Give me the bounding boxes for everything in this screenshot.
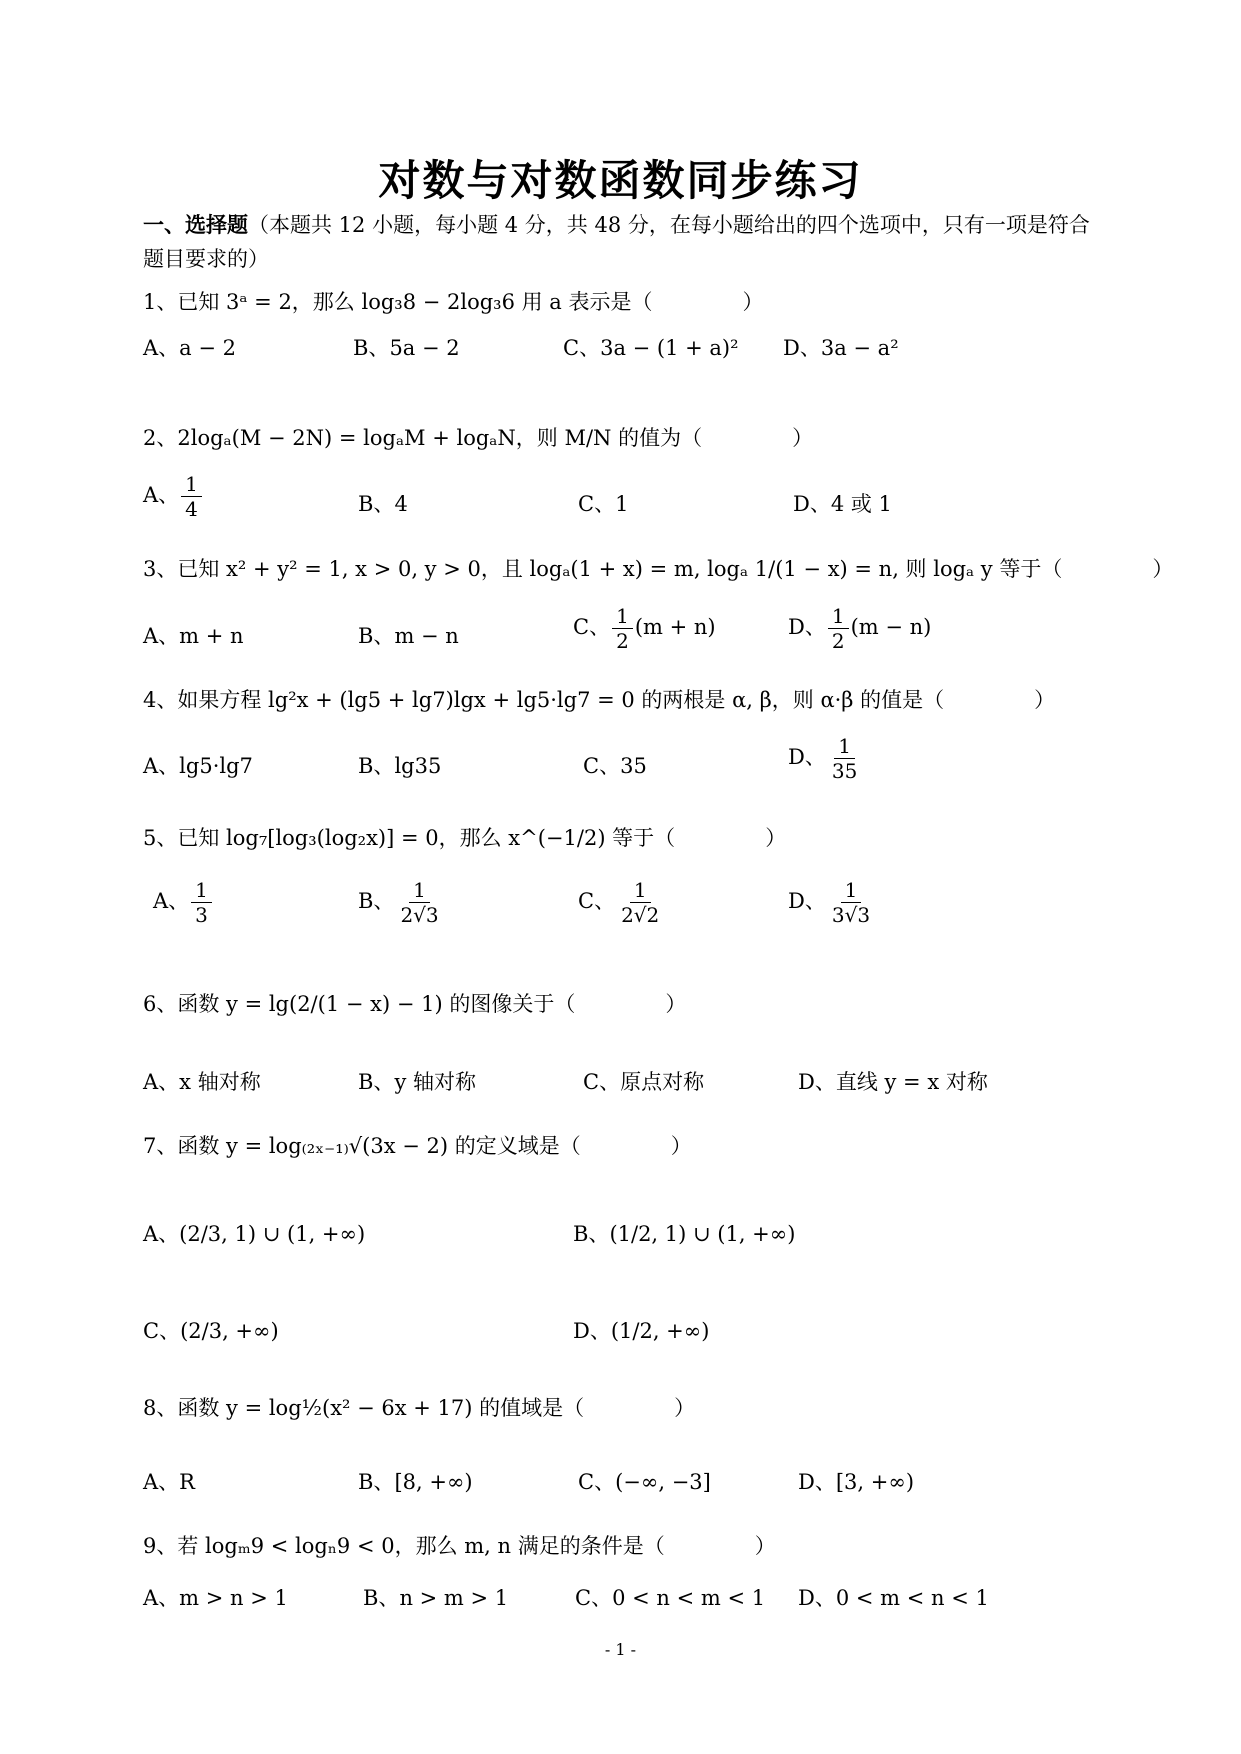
question-6-options (143, 1066, 1103, 1126)
option-d: D、 $\frac{1}{35}$ (788, 734, 858, 783)
page-title: 对数与对数函数同步练习 (378, 156, 863, 205)
question-2-options (143, 472, 1103, 532)
option-c: C、(2/3, +∞) (143, 1319, 279, 1343)
question-9-stem: 9、若 logₘ9 < logₙ9 < 0，那么 m, n 满足的条件是（ ） (143, 1534, 776, 1558)
option-c: C、原点对称 (583, 1070, 705, 1094)
option-a: A、(2/3, 1) ∪ (1, +∞) (143, 1222, 366, 1246)
question-3-options (143, 604, 1103, 664)
option-c: C、35 (583, 754, 647, 778)
question-7-options-ab (143, 1218, 1103, 1278)
option-d: D、[3, +∞) (798, 1470, 915, 1494)
option-d: D、0 < m < n < 1 (798, 1586, 989, 1610)
question-5-stem: 5、已知 log₇[log₃(log₂x)] = 0，那么 x^(−1/2) 等于（ ） (143, 826, 787, 850)
question-8-options (143, 1466, 1103, 1526)
option-a: A、a − 2 (143, 336, 236, 360)
option-b: B、lg35 (358, 754, 442, 778)
option-b: B、5a − 2 (353, 336, 460, 360)
option-d: D、 $\frac{1}{2}$ (m − n) (788, 604, 932, 653)
option-b: B、n > m > 1 (363, 1586, 509, 1610)
question-8-stem: 8、函数 y = log½(x² − 6x + 17) 的值域是（ ） (143, 1396, 696, 1420)
section-title: 一、选择题 (143, 212, 248, 237)
option-a: A、m > n > 1 (143, 1586, 288, 1610)
option-b: B、m − n (358, 624, 459, 648)
option-a: A、 $\frac{1}{3}$ (153, 878, 214, 927)
question-9-options (143, 1582, 1103, 1642)
question-4-stem: 4、如果方程 lg²x + (lg5 + lg7)lgx + lg5·lg7 = 0 的两根是 α, β，则 α·β 的值是（ ） (143, 688, 1056, 712)
option-b: B、y 轴对称 (358, 1070, 476, 1094)
option-b: B、 $\frac{1}{2√3}$ (358, 878, 439, 927)
section-note: （本题共 12 小题，每小题 4 分，共 48 分，在每小题给出的四个选项中，只有一项是符合题目要求的） (143, 213, 1090, 271)
question-1-options (143, 332, 1103, 392)
option-d: D、(1/2, +∞) (573, 1319, 710, 1343)
option-d: D、3a − a² (783, 336, 899, 360)
option-c: C、1 (578, 492, 629, 516)
question-7-options-cd (143, 1315, 1103, 1375)
option-b: B、(1/2, 1) ∪ (1, +∞) (573, 1222, 796, 1246)
page-number: - 1 - (604, 1640, 637, 1659)
option-c: C、3a − (1 + a)² (563, 336, 739, 360)
question-4-options (143, 734, 1103, 794)
option-c: C、(−∞, −3] (578, 1470, 711, 1494)
question-2-stem: 2、2logₐ(M − 2N) = logₐM + logₐN，则 M/N 的值为（ ） (143, 426, 814, 450)
question-1-stem: 1、已知 3ᵃ = 2，那么 log₃8 − 2log₃6 用 a 表示是（ ） (143, 290, 764, 314)
option-a: A、lg5·lg7 (143, 754, 253, 778)
option-c: C、 $\frac{1}{2}$ (m + n) (573, 604, 716, 653)
option-b: B、[8, +∞) (358, 1470, 473, 1494)
option-a: A、x 轴对称 (143, 1070, 261, 1094)
option-c: C、0 < n < m < 1 (575, 1586, 766, 1610)
option-d: D、4 或 1 (793, 492, 892, 516)
question-3-stem: 3、已知 x² + y² = 1, x > 0, y > 0，且 logₐ(1 + x) = m, logₐ 1/(1 − x) = n, 则 logₐ y 等于（ ） (143, 557, 1174, 581)
option-c: C、 $\frac{1}{2√2}$ (578, 878, 660, 927)
option-a: A、R (143, 1470, 195, 1494)
option-a: A、m + n (143, 624, 244, 648)
option-b: B、4 (358, 492, 408, 516)
question-6-stem: 6、函数 y = lg(2/(1 − x) − 1) 的图像关于（ ） (143, 992, 687, 1016)
question-7-stem: 7、函数 y = log₍₂ₓ₋₁₎√(3x − 2) 的定义域是（ ） (143, 1134, 692, 1158)
option-a: A、 $\frac{1}{4}$ (143, 472, 204, 521)
question-5-options (143, 878, 1103, 938)
option-d: D、直线 y = x 对称 (798, 1070, 988, 1094)
section-heading (143, 208, 1103, 276)
option-d: D、 $\frac{1}{3√3}$ (788, 878, 871, 927)
